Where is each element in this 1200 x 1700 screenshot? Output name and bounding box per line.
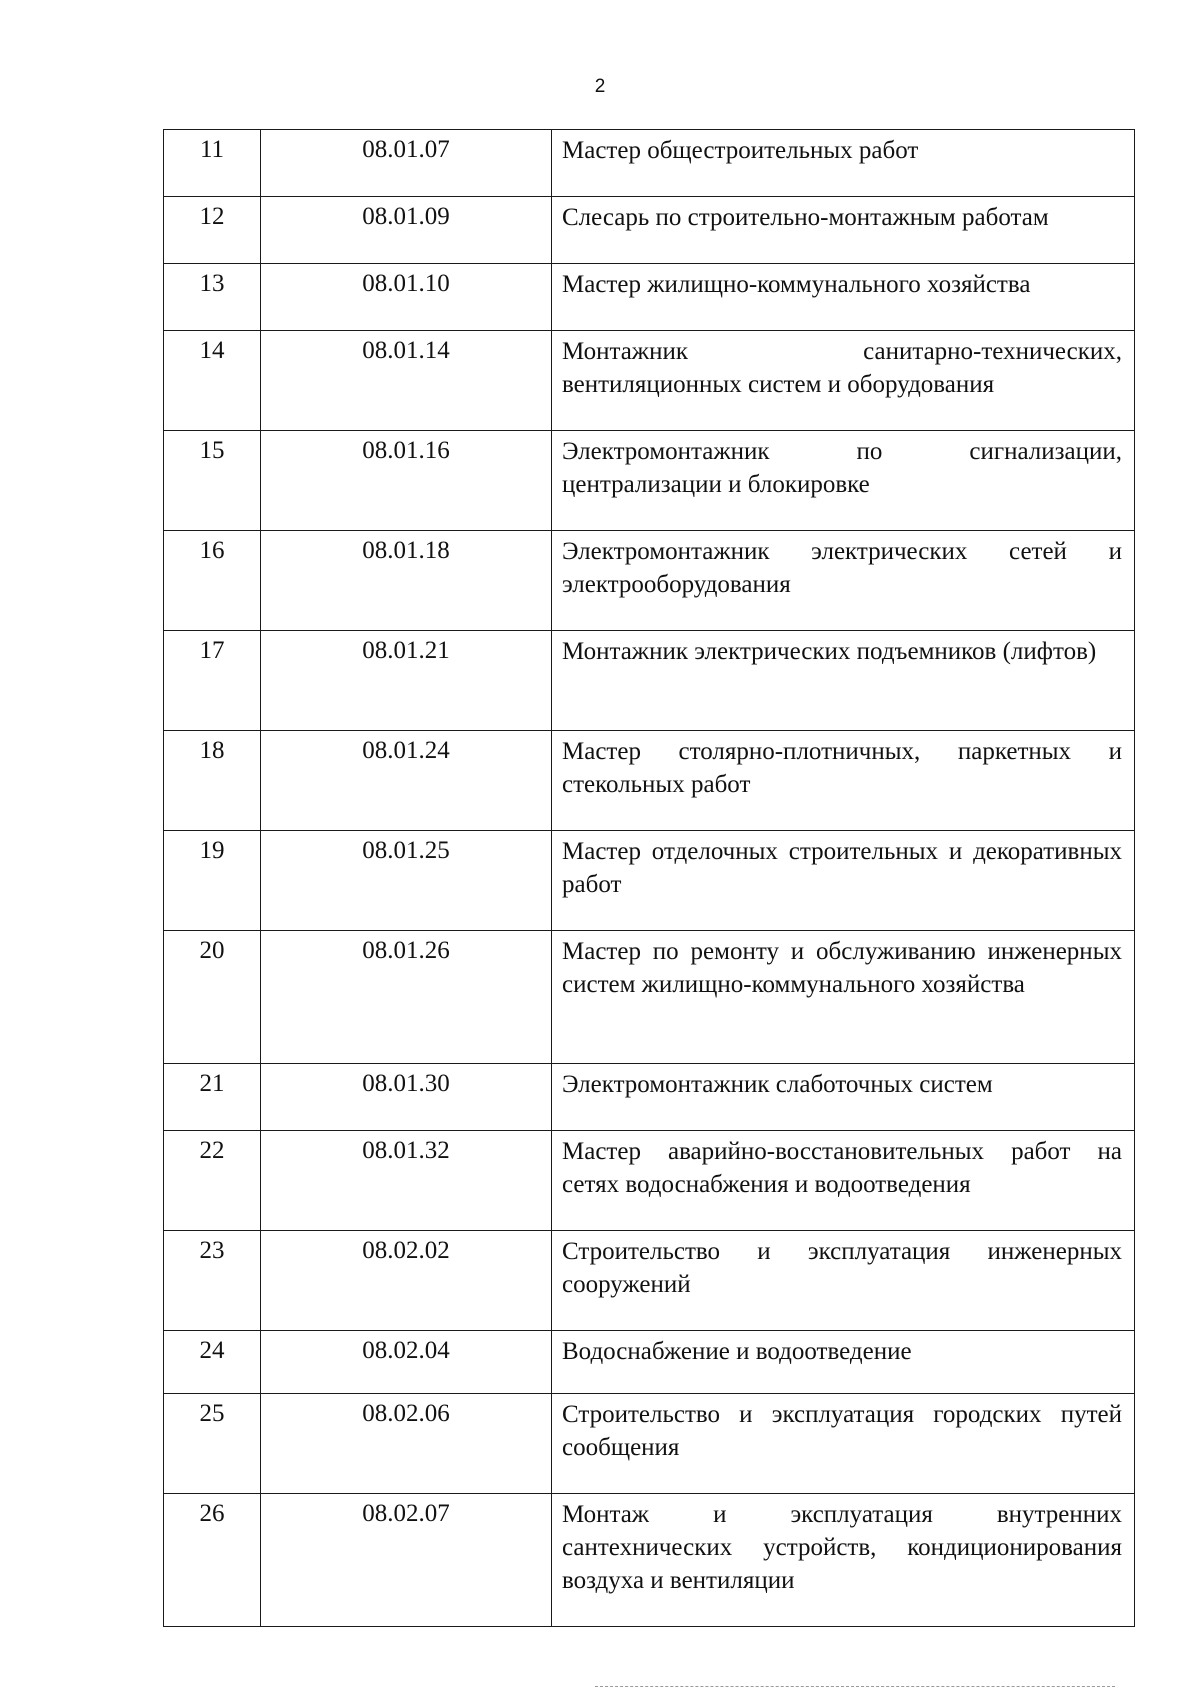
row-number: 11	[164, 130, 261, 197]
row-number: 15	[164, 431, 261, 531]
row-number: 20	[164, 931, 261, 1064]
specialty-name: Монтаж и эксплуатация внутренних сантехнических устройств, кондиционирования воздуха и вентиляции	[552, 1494, 1135, 1627]
specialty-name: Мастер жилищно-коммунального хозяйства	[552, 264, 1135, 331]
specialty-name: Слесарь по строительно-монтажным работам	[552, 197, 1135, 264]
row-number: 12	[164, 197, 261, 264]
table-row	[164, 1494, 1135, 1627]
specialty-name: Электромонтажник электрических сетей и электрооборудования	[552, 531, 1135, 631]
specialty-code: 08.01.25	[261, 831, 552, 931]
table-row	[164, 931, 1135, 1064]
table-row	[164, 1231, 1135, 1331]
table-row	[164, 130, 1135, 197]
specialty-code: 08.02.02	[261, 1231, 552, 1331]
row-number: 21	[164, 1064, 261, 1131]
table-row	[164, 1064, 1135, 1131]
table-row	[164, 197, 1135, 264]
specialty-name: Строительство и эксплуатация инженерных сооружений	[552, 1231, 1135, 1331]
specialty-name: Монтажник санитарно-технических, вентиляционных систем и оборудования	[552, 331, 1135, 431]
specialty-code: 08.01.26	[261, 931, 552, 1064]
scan-footer-line	[595, 1686, 1115, 1687]
specialty-code: 08.01.16	[261, 431, 552, 531]
row-number: 17	[164, 631, 261, 731]
specialty-name: Мастер аварийно-восстановительных работ на сетях водоснабжения и водоотведения	[552, 1131, 1135, 1231]
table-row	[164, 531, 1135, 631]
specialty-name: Мастер столярно-плотничных, паркетных и стекольных работ	[552, 731, 1135, 831]
specialty-name: Мастер общестроительных работ	[552, 130, 1135, 197]
specialty-name: Электромонтажник слаботочных систем	[552, 1064, 1135, 1131]
specialties-table	[163, 129, 1135, 1627]
specialty-code: 08.01.24	[261, 731, 552, 831]
specialty-code: 08.02.04	[261, 1331, 552, 1394]
specialty-name: Мастер отделочных строительных и декоративных работ	[552, 831, 1135, 931]
row-number: 22	[164, 1131, 261, 1231]
row-number: 23	[164, 1231, 261, 1331]
specialty-code: 08.01.18	[261, 531, 552, 631]
specialty-code: 08.01.14	[261, 331, 552, 431]
table-row	[164, 264, 1135, 331]
row-number: 26	[164, 1494, 261, 1627]
row-number: 16	[164, 531, 261, 631]
row-number: 18	[164, 731, 261, 831]
specialty-code: 08.01.09	[261, 197, 552, 264]
table-row	[164, 831, 1135, 931]
specialty-code: 08.02.06	[261, 1394, 552, 1494]
table-row	[164, 431, 1135, 531]
page-number: 2	[594, 76, 606, 97]
specialty-name: Монтажник электрических подъемников (лифтов)	[552, 631, 1135, 731]
row-number: 14	[164, 331, 261, 431]
table-row	[164, 631, 1135, 731]
specialty-code: 08.01.32	[261, 1131, 552, 1231]
table-row	[164, 731, 1135, 831]
specialty-name: Водоснабжение и водоотведение	[552, 1331, 1135, 1394]
table-row	[164, 1331, 1135, 1394]
specialty-name: Мастер по ремонту и обслуживанию инженерных систем жилищно-коммунального хозяйства	[552, 931, 1135, 1064]
row-number: 24	[164, 1331, 261, 1394]
row-number: 19	[164, 831, 261, 931]
specialty-code: 08.01.10	[261, 264, 552, 331]
specialty-code: 08.01.30	[261, 1064, 552, 1131]
specialty-code: 08.01.21	[261, 631, 552, 731]
row-number: 13	[164, 264, 261, 331]
specialty-code: 08.02.07	[261, 1494, 552, 1627]
table-row	[164, 1394, 1135, 1494]
row-number: 25	[164, 1394, 261, 1494]
specialty-name: Строительство и эксплуатация городских путей сообщения	[552, 1394, 1135, 1494]
table-row	[164, 1131, 1135, 1231]
specialty-name: Электромонтажник по сигнализации, централизации и блокировке	[552, 431, 1135, 531]
table-row	[164, 331, 1135, 431]
specialty-code: 08.01.07	[261, 130, 552, 197]
